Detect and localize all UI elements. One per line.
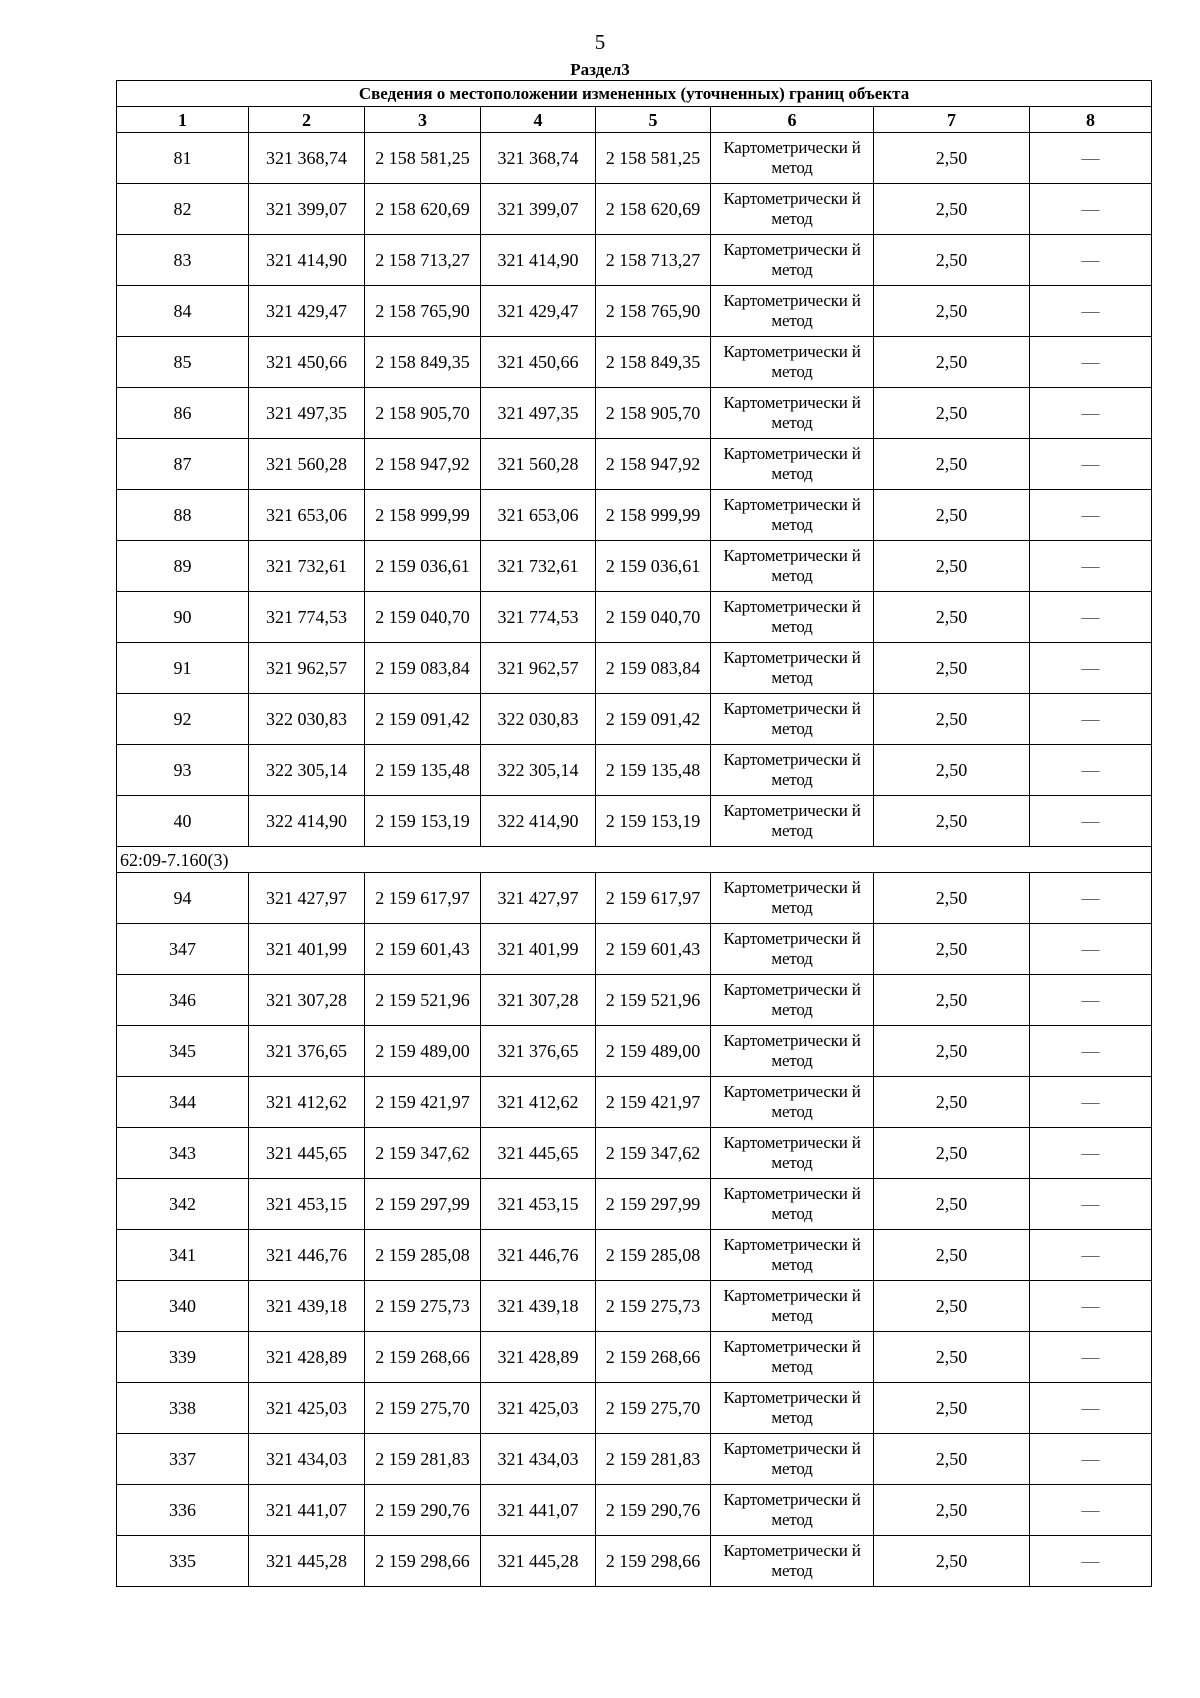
x-existing-cell: 321 497,35: [249, 388, 365, 439]
column-header: 7: [874, 107, 1030, 133]
point-number-cell: 81: [117, 133, 249, 184]
description-cell: —: [1030, 1281, 1152, 1332]
method-cell: Картометрически й метод: [711, 1383, 874, 1434]
description-cell: —: [1030, 388, 1152, 439]
point-number-cell: 87: [117, 439, 249, 490]
description-cell: —: [1030, 1332, 1152, 1383]
x-existing-cell: 322 030,83: [249, 694, 365, 745]
point-number-cell: 343: [117, 1128, 249, 1179]
accuracy-cell: 2,50: [874, 1230, 1030, 1281]
x-existing-cell: 321 774,53: [249, 592, 365, 643]
description-cell: —: [1030, 694, 1152, 745]
x-new-cell: 321 414,90: [481, 235, 596, 286]
y-existing-cell: 2 159 083,84: [365, 643, 481, 694]
method-cell: Картометрически й метод: [711, 745, 874, 796]
method-cell: Картометрически й метод: [711, 1332, 874, 1383]
y-existing-cell: 2 159 153,19: [365, 796, 481, 847]
y-new-cell: 2 158 620,69: [596, 184, 711, 235]
method-cell: Картометрически й метод: [711, 924, 874, 975]
y-new-cell: 2 159 268,66: [596, 1332, 711, 1383]
y-new-cell: 2 159 601,43: [596, 924, 711, 975]
x-new-cell: 321 368,74: [481, 133, 596, 184]
point-number-cell: 335: [117, 1536, 249, 1587]
table-caption: Сведения о местоположении измененных (уточненных) границ объекта: [117, 81, 1152, 107]
method-cell: Картометрически й метод: [711, 337, 874, 388]
point-number-cell: 90: [117, 592, 249, 643]
method-cell: Картометрически й метод: [711, 975, 874, 1026]
description-cell: —: [1030, 1536, 1152, 1587]
point-number-cell: 84: [117, 286, 249, 337]
point-number-cell: 340: [117, 1281, 249, 1332]
table-row: [117, 439, 1152, 490]
x-existing-cell: 321 434,03: [249, 1434, 365, 1485]
y-new-cell: 2 159 297,99: [596, 1179, 711, 1230]
x-existing-cell: 321 429,47: [249, 286, 365, 337]
table-row: [117, 1026, 1152, 1077]
x-new-cell: 321 445,28: [481, 1536, 596, 1587]
method-cell: Картометрически й метод: [711, 184, 874, 235]
table-row: [117, 694, 1152, 745]
point-number-cell: 344: [117, 1077, 249, 1128]
column-header: 3: [365, 107, 481, 133]
description-cell: —: [1030, 133, 1152, 184]
description-cell: —: [1030, 924, 1152, 975]
y-new-cell: 2 158 999,99: [596, 490, 711, 541]
table-row: [117, 1485, 1152, 1536]
method-cell: Картометрически й метод: [711, 873, 874, 924]
table-row: [117, 1434, 1152, 1485]
y-new-cell: 2 159 275,73: [596, 1281, 711, 1332]
x-new-cell: 321 401,99: [481, 924, 596, 975]
y-new-cell: 2 159 036,61: [596, 541, 711, 592]
point-number-cell: 91: [117, 643, 249, 694]
table-caption-row: [117, 81, 1152, 107]
subsection-label: 62:09-7.160(3): [117, 847, 1152, 873]
y-new-cell: 2 159 290,76: [596, 1485, 711, 1536]
x-new-cell: 321 412,62: [481, 1077, 596, 1128]
accuracy-cell: 2,50: [874, 1434, 1030, 1485]
accuracy-cell: 2,50: [874, 796, 1030, 847]
y-existing-cell: 2 159 421,97: [365, 1077, 481, 1128]
description-cell: —: [1030, 1485, 1152, 1536]
description-cell: —: [1030, 1179, 1152, 1230]
section-title: Раздел3: [570, 60, 630, 79]
x-new-cell: 321 434,03: [481, 1434, 596, 1485]
point-number-cell: 40: [117, 796, 249, 847]
table-row: [117, 541, 1152, 592]
point-number-cell: 82: [117, 184, 249, 235]
point-number-cell: 89: [117, 541, 249, 592]
y-new-cell: 2 159 083,84: [596, 643, 711, 694]
accuracy-cell: 2,50: [874, 133, 1030, 184]
y-new-cell: 2 159 347,62: [596, 1128, 711, 1179]
y-new-cell: 2 159 521,96: [596, 975, 711, 1026]
y-existing-cell: 2 159 275,70: [365, 1383, 481, 1434]
x-new-cell: 321 307,28: [481, 975, 596, 1026]
accuracy-cell: 2,50: [874, 745, 1030, 796]
accuracy-cell: 2,50: [874, 541, 1030, 592]
y-existing-cell: 2 159 617,97: [365, 873, 481, 924]
x-new-cell: 322 414,90: [481, 796, 596, 847]
method-cell: Картометрически й метод: [711, 694, 874, 745]
x-existing-cell: 321 425,03: [249, 1383, 365, 1434]
x-existing-cell: 321 560,28: [249, 439, 365, 490]
description-cell: —: [1030, 1077, 1152, 1128]
method-cell: Картометрически й метод: [711, 1281, 874, 1332]
description-cell: —: [1030, 439, 1152, 490]
x-existing-cell: 321 445,65: [249, 1128, 365, 1179]
point-number-cell: 346: [117, 975, 249, 1026]
y-existing-cell: 2 158 765,90: [365, 286, 481, 337]
y-new-cell: 2 158 947,92: [596, 439, 711, 490]
x-new-cell: 321 560,28: [481, 439, 596, 490]
method-cell: Картометрически й метод: [711, 1230, 874, 1281]
y-new-cell: 2 159 135,48: [596, 745, 711, 796]
table-row: [117, 184, 1152, 235]
y-existing-cell: 2 159 036,61: [365, 541, 481, 592]
accuracy-cell: 2,50: [874, 924, 1030, 975]
description-cell: —: [1030, 1026, 1152, 1077]
x-new-cell: 321 427,97: [481, 873, 596, 924]
x-existing-cell: 321 439,18: [249, 1281, 365, 1332]
column-header: 5: [596, 107, 711, 133]
accuracy-cell: 2,50: [874, 388, 1030, 439]
point-number-cell: 85: [117, 337, 249, 388]
column-header: 4: [481, 107, 596, 133]
accuracy-cell: 2,50: [874, 286, 1030, 337]
y-existing-cell: 2 159 601,43: [365, 924, 481, 975]
x-new-cell: 321 446,76: [481, 1230, 596, 1281]
table-row: [117, 1179, 1152, 1230]
x-new-cell: 321 439,18: [481, 1281, 596, 1332]
point-number-cell: 338: [117, 1383, 249, 1434]
y-existing-cell: 2 159 347,62: [365, 1128, 481, 1179]
method-cell: Картометрически й метод: [711, 541, 874, 592]
y-new-cell: 2 158 581,25: [596, 133, 711, 184]
point-number-cell: 345: [117, 1026, 249, 1077]
column-header: 2: [249, 107, 365, 133]
y-new-cell: 2 159 421,97: [596, 1077, 711, 1128]
y-new-cell: 2 159 153,19: [596, 796, 711, 847]
table-body: [117, 81, 1152, 1587]
column-header: 1: [117, 107, 249, 133]
method-cell: Картометрически й метод: [711, 439, 874, 490]
method-cell: Картометрически й метод: [711, 388, 874, 439]
x-existing-cell: 321 399,07: [249, 184, 365, 235]
y-existing-cell: 2 158 581,25: [365, 133, 481, 184]
x-existing-cell: 322 305,14: [249, 745, 365, 796]
description-cell: —: [1030, 592, 1152, 643]
y-existing-cell: 2 159 290,76: [365, 1485, 481, 1536]
point-number-cell: 337: [117, 1434, 249, 1485]
point-number-cell: 88: [117, 490, 249, 541]
accuracy-cell: 2,50: [874, 337, 1030, 388]
x-new-cell: 321 962,57: [481, 643, 596, 694]
y-existing-cell: 2 159 489,00: [365, 1026, 481, 1077]
method-cell: Картометрически й метод: [711, 286, 874, 337]
accuracy-cell: 2,50: [874, 694, 1030, 745]
x-existing-cell: 321 732,61: [249, 541, 365, 592]
accuracy-cell: 2,50: [874, 1179, 1030, 1230]
table-row: [117, 490, 1152, 541]
x-new-cell: 321 441,07: [481, 1485, 596, 1536]
method-cell: Картометрически й метод: [711, 796, 874, 847]
accuracy-cell: 2,50: [874, 1281, 1030, 1332]
accuracy-cell: 2,50: [874, 1026, 1030, 1077]
y-new-cell: 2 158 849,35: [596, 337, 711, 388]
table-row: [117, 1281, 1152, 1332]
point-number-cell: 86: [117, 388, 249, 439]
y-existing-cell: 2 159 268,66: [365, 1332, 481, 1383]
x-existing-cell: 322 414,90: [249, 796, 365, 847]
x-existing-cell: 321 401,99: [249, 924, 365, 975]
table-row: [117, 873, 1152, 924]
y-existing-cell: 2 158 713,27: [365, 235, 481, 286]
method-cell: Картометрически й метод: [711, 1536, 874, 1587]
table-row: [117, 745, 1152, 796]
y-existing-cell: 2 158 947,92: [365, 439, 481, 490]
x-existing-cell: 321 368,74: [249, 133, 365, 184]
method-cell: Картометрически й метод: [711, 1485, 874, 1536]
table-row: [117, 388, 1152, 439]
x-new-cell: 321 497,35: [481, 388, 596, 439]
x-new-cell: 321 453,15: [481, 1179, 596, 1230]
x-existing-cell: 321 412,62: [249, 1077, 365, 1128]
x-new-cell: 321 653,06: [481, 490, 596, 541]
accuracy-cell: 2,50: [874, 1332, 1030, 1383]
method-cell: Картометрически й метод: [711, 133, 874, 184]
method-cell: Картометрически й метод: [711, 490, 874, 541]
description-cell: —: [1030, 796, 1152, 847]
point-number-cell: 336: [117, 1485, 249, 1536]
y-new-cell: 2 159 091,42: [596, 694, 711, 745]
accuracy-cell: 2,50: [874, 439, 1030, 490]
table-row: [117, 133, 1152, 184]
y-existing-cell: 2 159 281,83: [365, 1434, 481, 1485]
table-header-row: [117, 107, 1152, 133]
x-existing-cell: 321 307,28: [249, 975, 365, 1026]
description-cell: —: [1030, 873, 1152, 924]
method-cell: Картометрически й метод: [711, 1179, 874, 1230]
x-new-cell: 321 399,07: [481, 184, 596, 235]
method-cell: Картометрически й метод: [711, 1128, 874, 1179]
x-new-cell: 321 425,03: [481, 1383, 596, 1434]
y-existing-cell: 2 159 091,42: [365, 694, 481, 745]
point-number-cell: 94: [117, 873, 249, 924]
point-number-cell: 93: [117, 745, 249, 796]
x-new-cell: 321 376,65: [481, 1026, 596, 1077]
x-existing-cell: 321 427,97: [249, 873, 365, 924]
description-cell: —: [1030, 286, 1152, 337]
accuracy-cell: 2,50: [874, 490, 1030, 541]
table-row: [117, 1383, 1152, 1434]
accuracy-cell: 2,50: [874, 1536, 1030, 1587]
y-existing-cell: 2 159 298,66: [365, 1536, 481, 1587]
y-existing-cell: 2 159 275,73: [365, 1281, 481, 1332]
y-new-cell: 2 159 040,70: [596, 592, 711, 643]
table-row: [117, 975, 1152, 1026]
y-new-cell: 2 158 765,90: [596, 286, 711, 337]
point-number-cell: 342: [117, 1179, 249, 1230]
description-cell: —: [1030, 1434, 1152, 1485]
x-new-cell: 321 445,65: [481, 1128, 596, 1179]
y-new-cell: 2 159 298,66: [596, 1536, 711, 1587]
x-new-cell: 321 450,66: [481, 337, 596, 388]
accuracy-cell: 2,50: [874, 235, 1030, 286]
method-cell: Картометрически й метод: [711, 592, 874, 643]
table-row: [117, 1077, 1152, 1128]
subsection-row: [117, 847, 1152, 873]
x-new-cell: 321 429,47: [481, 286, 596, 337]
y-existing-cell: 2 159 285,08: [365, 1230, 481, 1281]
description-cell: —: [1030, 1383, 1152, 1434]
x-new-cell: 321 428,89: [481, 1332, 596, 1383]
coordinates-table: [116, 80, 1152, 1587]
x-existing-cell: 321 653,06: [249, 490, 365, 541]
description-cell: —: [1030, 643, 1152, 694]
table-row: [117, 796, 1152, 847]
y-new-cell: 2 159 489,00: [596, 1026, 711, 1077]
description-cell: —: [1030, 745, 1152, 796]
y-existing-cell: 2 159 297,99: [365, 1179, 481, 1230]
y-existing-cell: 2 158 849,35: [365, 337, 481, 388]
accuracy-cell: 2,50: [874, 643, 1030, 694]
description-cell: —: [1030, 235, 1152, 286]
description-cell: —: [1030, 184, 1152, 235]
accuracy-cell: 2,50: [874, 1128, 1030, 1179]
point-number-cell: 339: [117, 1332, 249, 1383]
accuracy-cell: 2,50: [874, 873, 1030, 924]
method-cell: Картометрически й метод: [711, 1077, 874, 1128]
table-row: [117, 286, 1152, 337]
y-existing-cell: 2 158 905,70: [365, 388, 481, 439]
accuracy-cell: 2,50: [874, 975, 1030, 1026]
method-cell: Картометрически й метод: [711, 1434, 874, 1485]
x-new-cell: 321 774,53: [481, 592, 596, 643]
accuracy-cell: 2,50: [874, 184, 1030, 235]
column-header: 8: [1030, 107, 1152, 133]
y-existing-cell: 2 159 521,96: [365, 975, 481, 1026]
table-row: [117, 1536, 1152, 1587]
table-row: [117, 1128, 1152, 1179]
x-existing-cell: 321 428,89: [249, 1332, 365, 1383]
table-row: [117, 643, 1152, 694]
y-existing-cell: 2 159 040,70: [365, 592, 481, 643]
y-new-cell: 2 159 281,83: [596, 1434, 711, 1485]
page-number: 5: [594, 30, 606, 54]
point-number-cell: 92: [117, 694, 249, 745]
y-existing-cell: 2 158 999,99: [365, 490, 481, 541]
x-existing-cell: 321 962,57: [249, 643, 365, 694]
table-row: [117, 1230, 1152, 1281]
y-existing-cell: 2 159 135,48: [365, 745, 481, 796]
column-header: 6: [711, 107, 874, 133]
x-existing-cell: 321 441,07: [249, 1485, 365, 1536]
description-cell: —: [1030, 541, 1152, 592]
x-new-cell: 322 305,14: [481, 745, 596, 796]
y-new-cell: 2 158 905,70: [596, 388, 711, 439]
method-cell: Картометрически й метод: [711, 235, 874, 286]
point-number-cell: 341: [117, 1230, 249, 1281]
description-cell: —: [1030, 1230, 1152, 1281]
y-new-cell: 2 159 617,97: [596, 873, 711, 924]
x-existing-cell: 321 453,15: [249, 1179, 365, 1230]
point-number-cell: 347: [117, 924, 249, 975]
x-existing-cell: 321 446,76: [249, 1230, 365, 1281]
description-cell: —: [1030, 975, 1152, 1026]
x-existing-cell: 321 445,28: [249, 1536, 365, 1587]
table-row: [117, 1332, 1152, 1383]
accuracy-cell: 2,50: [874, 1485, 1030, 1536]
description-cell: —: [1030, 1128, 1152, 1179]
accuracy-cell: 2,50: [874, 1383, 1030, 1434]
table-row: [117, 924, 1152, 975]
point-number-cell: 83: [117, 235, 249, 286]
description-cell: —: [1030, 490, 1152, 541]
description-cell: —: [1030, 337, 1152, 388]
x-existing-cell: 321 450,66: [249, 337, 365, 388]
y-new-cell: 2 159 285,08: [596, 1230, 711, 1281]
table-row: [117, 592, 1152, 643]
y-new-cell: 2 159 275,70: [596, 1383, 711, 1434]
x-existing-cell: 321 414,90: [249, 235, 365, 286]
method-cell: Картометрически й метод: [711, 1026, 874, 1077]
x-new-cell: 322 030,83: [481, 694, 596, 745]
accuracy-cell: 2,50: [874, 592, 1030, 643]
x-existing-cell: 321 376,65: [249, 1026, 365, 1077]
y-new-cell: 2 158 713,27: [596, 235, 711, 286]
x-new-cell: 321 732,61: [481, 541, 596, 592]
method-cell: Картометрически й метод: [711, 643, 874, 694]
accuracy-cell: 2,50: [874, 1077, 1030, 1128]
y-existing-cell: 2 158 620,69: [365, 184, 481, 235]
table-row: [117, 235, 1152, 286]
table-row: [117, 337, 1152, 388]
